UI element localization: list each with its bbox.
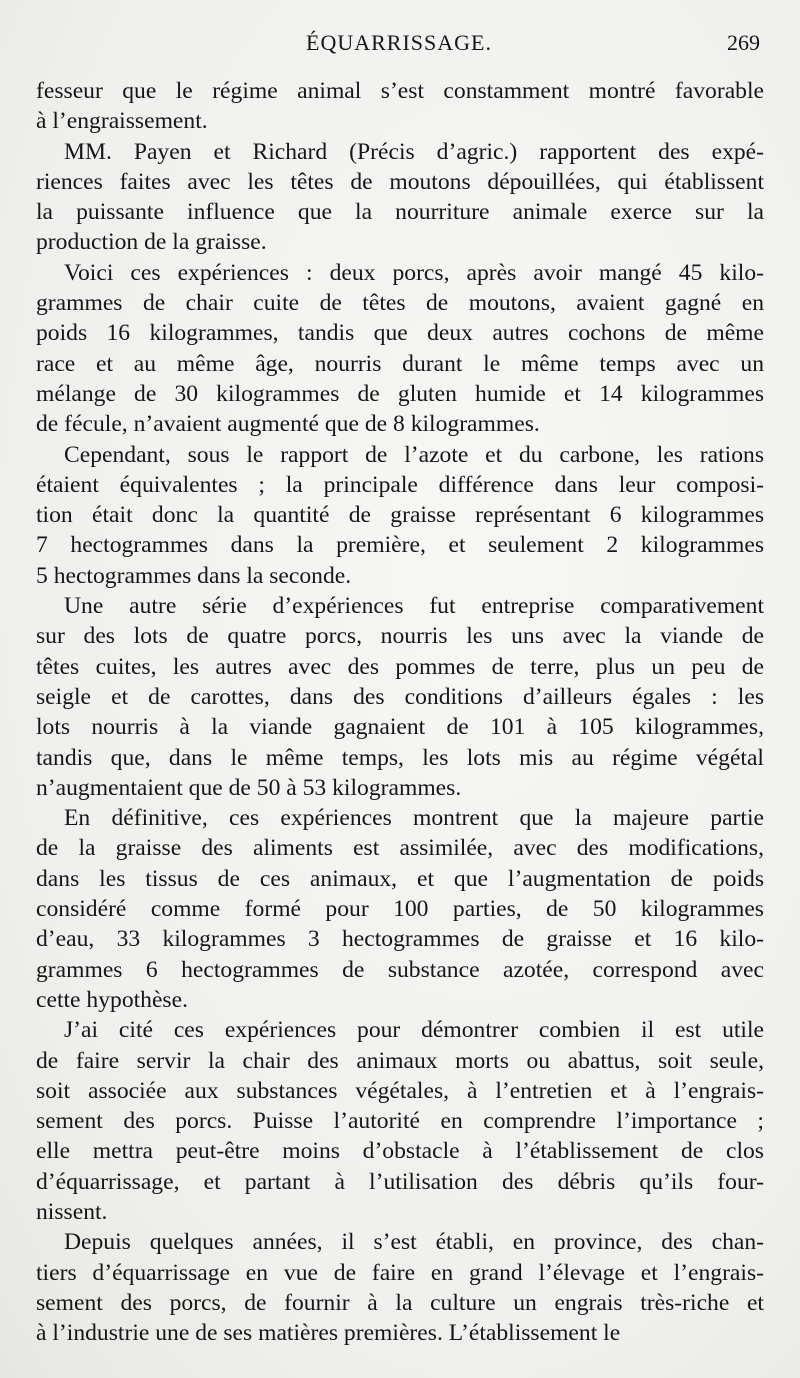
- text-line: sur des lots de quatre porcs, nourris les uns avec la viande de: [36, 623, 764, 650]
- text-line: sement des porcs, de fournir à la culture un engrais très-riche et: [36, 1289, 764, 1316]
- text-line: d’eau, 33 kilogrammes 3 hectogrammes de graisse et 16 kilo-: [36, 926, 764, 953]
- text-line: de la graisse des aliments est assimilée, avec des modifications,: [36, 835, 764, 862]
- text-line: Cependant, sous le rapport de l’azote et du carbone, les rations: [64, 441, 764, 468]
- body-text: [36, 76, 764, 1348]
- text-line: à l’engraissement.: [36, 108, 208, 135]
- text-line: dans les tissus de ces animaux, et que l’augmentation de poids: [36, 865, 764, 892]
- page-number: 269: [727, 30, 760, 55]
- text-line: de faire servir la chair des animaux morts ou abattus, soit seule,: [36, 1047, 764, 1074]
- paragraph: [36, 76, 764, 137]
- paragraph: [36, 1227, 764, 1348]
- paragraph: [36, 591, 764, 803]
- text-line: tiers d’équarrissage en vue de faire en grand l’élevage et l’engrais-: [36, 1259, 764, 1286]
- text-line: cette hypothèse.: [36, 986, 188, 1013]
- text-line: J’ai cité ces expériences pour démontrer combien il est utile: [64, 1017, 764, 1044]
- text-line: grammes 6 hectogrammes de substance azotée, correspond avec: [36, 956, 764, 983]
- paragraph: [36, 137, 764, 258]
- text-line: poids 16 kilogrammes, tandis que deux autres cochons de même: [36, 320, 764, 347]
- text-line: tandis que, dans le même temps, les lots mis au régime végétal: [36, 744, 764, 771]
- text-line: sement des porcs. Puisse l’autorité en comprendre l’importance ;: [36, 1108, 764, 1135]
- text-line: n’augmentaient que de 50 à 53 kilogrammes.: [36, 774, 462, 801]
- text-line: MM. Payen et Richard (Précis d’agric.) rapportent des expé-: [64, 138, 764, 165]
- text-line: Une autre série d’expériences fut entreprise comparativement: [64, 593, 764, 620]
- text-line: à l’industrie une de ses matières premières. L’établissement le: [36, 1320, 621, 1347]
- text-line: production de la graisse.: [36, 229, 267, 256]
- text-line: nissent.: [36, 1198, 108, 1225]
- paragraph: [36, 803, 764, 1015]
- paragraph: [36, 1015, 764, 1227]
- text-line: mélange de 30 kilogrammes de gluten humide et 14 kilogrammes: [36, 380, 764, 407]
- text-line: la puissante influence que la nourriture animale exerce sur la: [36, 199, 764, 226]
- paragraph: [36, 440, 764, 591]
- text-line: soit associée aux substances végétales, à l’entretien et à l’engrais-: [36, 1077, 764, 1104]
- text-line: têtes cuites, les autres avec des pommes de terre, plus un peu de: [36, 653, 764, 680]
- text-line: race et au même âge, nourris durant le même temps avec un: [36, 350, 764, 377]
- text-line: étaient équivalentes ; la principale différence dans leur composi-: [36, 471, 764, 498]
- running-title: ÉQUARRISSAGE.: [306, 30, 492, 55]
- text-line: seigle et de carottes, dans des conditions d’ailleurs égales : les: [36, 683, 764, 710]
- text-line: considéré comme formé pour 100 parties, de 50 kilogrammes: [36, 896, 764, 923]
- text-line: grammes de chair cuite de têtes de moutons, avaient gagné en: [36, 290, 764, 317]
- text-line: lots nourris à la viande gagnaient de 101 à 105 kilogrammes,: [36, 714, 764, 741]
- text-line: En définitive, ces expériences montrent que la majeure partie: [64, 805, 764, 832]
- text-line: elle mettra peut-être moins d’obstacle à l’établissement de clos: [36, 1138, 764, 1165]
- page-header: [38, 28, 760, 62]
- text-line: fesseur que le régime animal s’est constamment montré favorable: [36, 78, 764, 104]
- text-line: tion était donc la quantité de graisse représentant 6 kilogrammes: [36, 502, 764, 529]
- text-line: d’équarrissage, et partant à l’utilisation des débris qu’ils four-: [36, 1168, 764, 1195]
- paragraph: [36, 258, 764, 440]
- text-line: de fécule, n’avaient augmenté que de 8 kilogrammes.: [36, 411, 540, 438]
- text-line: 7 hectogrammes dans la première, et seulement 2 kilogrammes: [36, 532, 764, 559]
- text-line: Depuis quelques années, il s’est établi, en province, des chan-: [64, 1229, 764, 1256]
- text-line: 5 hectogrammes dans la seconde.: [36, 562, 352, 589]
- text-line: Voici ces expériences : deux porcs, après avoir mangé 45 kilo-: [64, 259, 764, 286]
- text-line: riences faites avec les têtes de moutons dépouillées, qui établissent: [36, 168, 764, 195]
